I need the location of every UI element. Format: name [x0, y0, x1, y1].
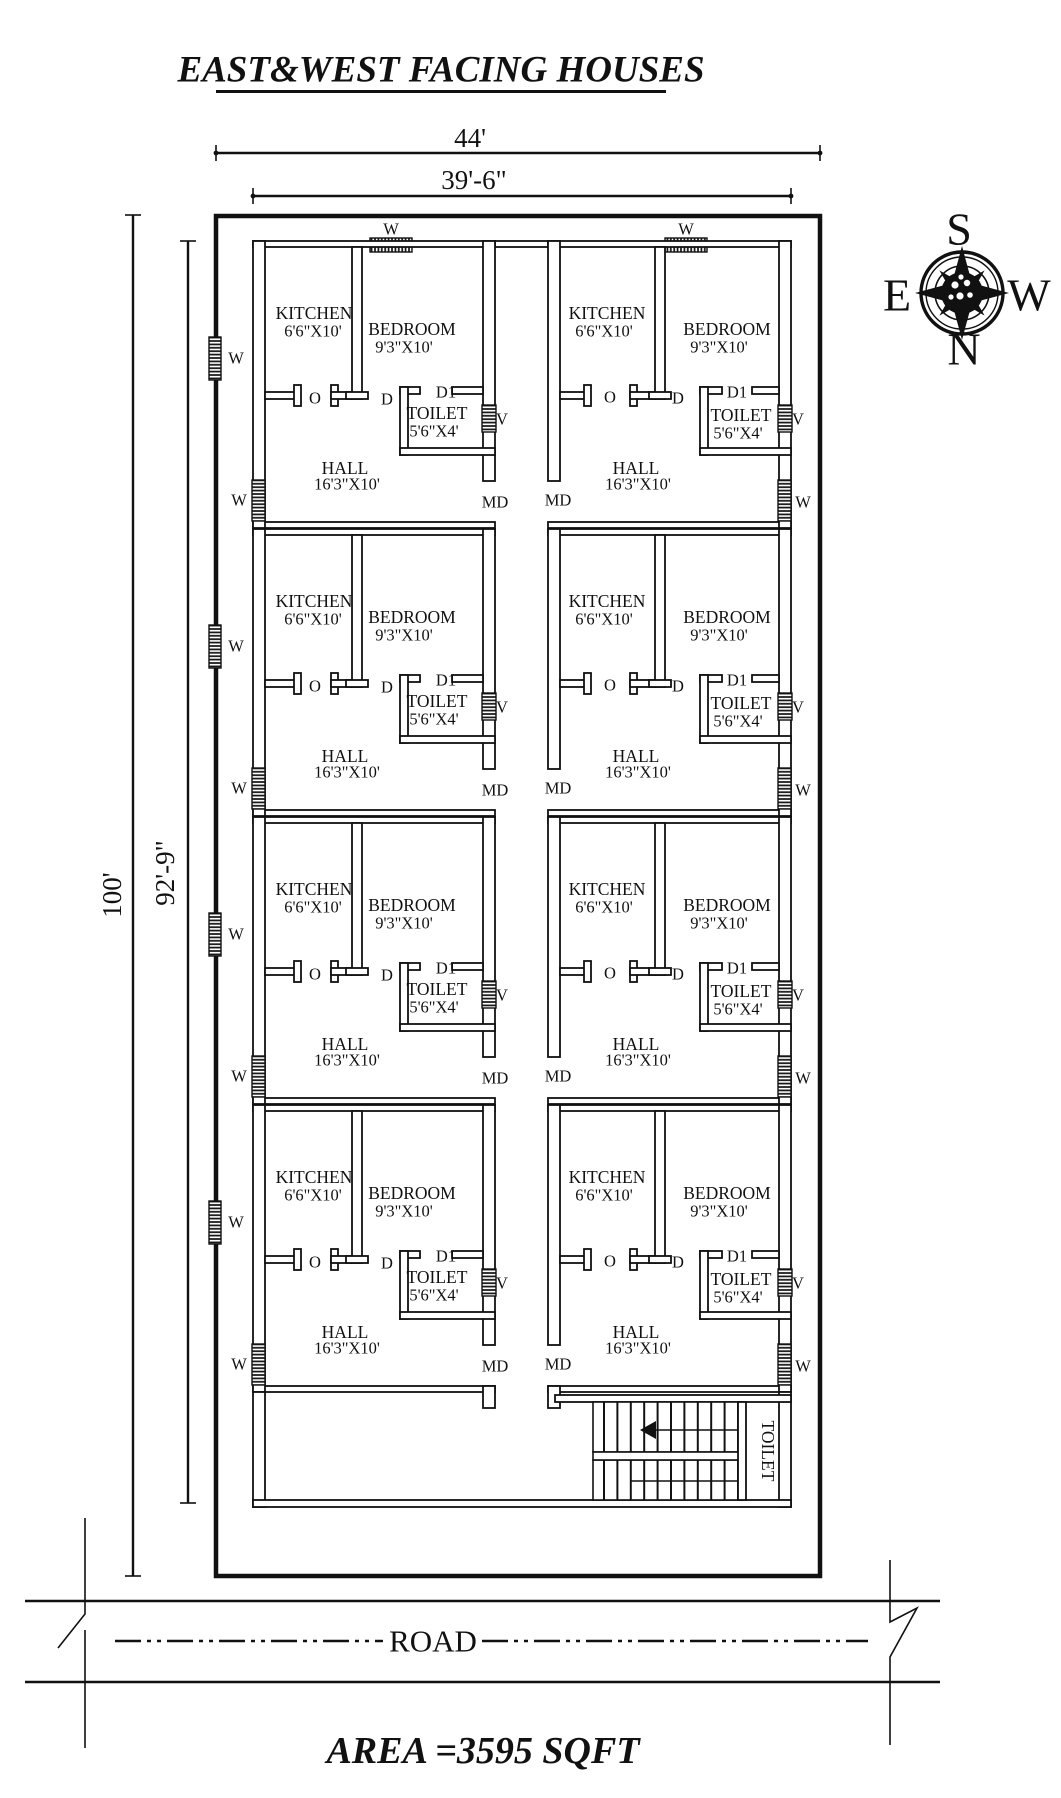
stair-toilet-label: TOILET: [758, 1420, 778, 1482]
unit-rows-labels: [228, 303, 811, 1376]
dim-width-inner: 39'-6": [441, 165, 507, 195]
ventilator-label: V: [792, 697, 804, 717]
bedroom-size: 9'3"X10': [375, 625, 433, 645]
title-underline: [216, 90, 666, 93]
kitchen-size: 6'6"X10': [284, 609, 342, 629]
toilet-size: 5'6"X4': [713, 999, 763, 1019]
hall-label: HALL: [612, 746, 660, 766]
bedroom-label: BEDROOM: [368, 1183, 456, 1203]
window-label: W: [678, 219, 694, 239]
ventilator-label: V: [496, 409, 508, 429]
left-dimensions: [97, 215, 196, 1576]
hall-size: 16'3"X10': [605, 1338, 671, 1358]
staircase: [593, 1402, 740, 1500]
bedroom-size: 9'3"X10': [375, 913, 433, 933]
bedroom-label: BEDROOM: [683, 607, 771, 627]
kitchen-label: KITCHEN: [275, 591, 353, 611]
toilet-label: TOILET: [710, 693, 772, 713]
hall-label: HALL: [612, 1322, 660, 1342]
plot-boundary-left: [58, 1518, 85, 1748]
opening-label: O: [309, 964, 321, 984]
ventilator-label: V: [792, 409, 804, 429]
toilet-label: TOILET: [406, 979, 468, 999]
main-door-label: MD: [544, 778, 572, 798]
compass-top: S: [946, 203, 972, 255]
page-title: EAST&WEST FACING HOUSES: [177, 49, 705, 91]
toilet-label: TOILET: [710, 405, 772, 425]
toilet-door-label: D1: [726, 958, 748, 978]
area-label: AREA =3595 SQFT: [326, 1730, 640, 1772]
window-label: W: [383, 219, 399, 239]
toilet-label: TOILET: [406, 403, 468, 423]
bedroom-label: BEDROOM: [683, 895, 771, 915]
road-section: [25, 1518, 940, 1748]
toilet-door-label: D1: [726, 670, 748, 690]
hall-label: HALL: [321, 1322, 369, 1342]
toilet-size: 5'6"X4': [713, 423, 763, 443]
kitchen-label: KITCHEN: [275, 1167, 353, 1187]
toilet-size: 5'6"X4': [409, 1285, 459, 1305]
kitchen-size: 6'6"X10': [575, 897, 633, 917]
window-label: W: [231, 1354, 247, 1374]
door-label: D: [672, 676, 684, 696]
kitchen-label: KITCHEN: [568, 879, 646, 899]
bedroom-size: 9'3"X10': [690, 913, 748, 933]
hall-size: 16'3"X10': [605, 474, 671, 494]
toilet-label: TOILET: [406, 1267, 468, 1287]
door-label: D: [672, 964, 684, 984]
bedroom-size: 9'3"X10': [690, 1201, 748, 1221]
hall-label: HALL: [612, 458, 660, 478]
toilet-label: TOILET: [710, 981, 772, 1001]
bedroom-label: BEDROOM: [683, 1183, 771, 1203]
toilet-door-label: D1: [435, 670, 457, 690]
dim-height-inner: 92'-9": [150, 840, 180, 906]
toilet-door-label: D1: [435, 1246, 457, 1266]
hall-label: HALL: [321, 746, 369, 766]
toilet-size: 5'6"X4': [409, 709, 459, 729]
main-door-label: MD: [481, 1356, 509, 1376]
dim-width-outer: 44': [454, 123, 486, 153]
bedroom-size: 9'3"X10': [690, 625, 748, 645]
hall-size: 16'3"X10': [314, 1050, 380, 1070]
door-label: D: [672, 1252, 684, 1272]
window-label: W: [228, 924, 244, 944]
kitchen-label: KITCHEN: [568, 1167, 646, 1187]
hall-size: 16'3"X10': [314, 474, 380, 494]
window-label: W: [795, 1068, 811, 1088]
door-label: D: [381, 1253, 393, 1273]
main-door-label: MD: [544, 1354, 572, 1374]
kitchen-label: KITCHEN: [275, 303, 353, 323]
bedroom-label: BEDROOM: [368, 319, 456, 339]
kitchen-label: KITCHEN: [568, 303, 646, 323]
main-door-label: MD: [481, 492, 509, 512]
door-label: D: [381, 389, 393, 409]
opening-label: O: [309, 676, 321, 696]
main-door-label: MD: [481, 780, 509, 800]
kitchen-label: KITCHEN: [568, 591, 646, 611]
kitchen-size: 6'6"X10': [284, 897, 342, 917]
bedroom-size: 9'3"X10': [375, 1201, 433, 1221]
unit-row-labels: [228, 591, 811, 800]
window-label: W: [795, 492, 811, 512]
toilet-door-label: D1: [726, 382, 748, 402]
opening-label: O: [604, 675, 616, 695]
stair-strip: [253, 1386, 791, 1507]
hall-size: 16'3"X10': [605, 1050, 671, 1070]
opening-label: O: [604, 387, 616, 407]
toilet-label: TOILET: [710, 1269, 772, 1289]
hall-size: 16'3"X10': [314, 1338, 380, 1358]
window-label: W: [231, 778, 247, 798]
kitchen-size: 6'6"X10': [284, 321, 342, 341]
toilet-label: TOILET: [406, 691, 468, 711]
plot-boundary-right: [890, 1560, 917, 1745]
hall-size: 16'3"X10': [314, 762, 380, 782]
hall-label: HALL: [321, 1034, 369, 1054]
road-label: ROAD: [389, 1623, 477, 1659]
ventilator-label: V: [792, 985, 804, 1005]
toilet-size: 5'6"X4': [713, 711, 763, 731]
top-dimensions: [214, 123, 823, 204]
unit-row-labels: [228, 1167, 811, 1376]
door-label: D: [672, 388, 684, 408]
hall-label: HALL: [321, 458, 369, 478]
opening-label: O: [604, 1251, 616, 1271]
stair-top-wall: [555, 1395, 791, 1402]
opening-label: O: [309, 1252, 321, 1272]
compass-bottom: N: [947, 323, 981, 375]
hall-label: HALL: [612, 1034, 660, 1054]
opening-label: O: [604, 963, 616, 983]
ventilator-label: V: [496, 697, 508, 717]
toilet-size: 5'6"X4': [409, 997, 459, 1017]
kitchen-size: 6'6"X10': [284, 1185, 342, 1205]
bedroom-label: BEDROOM: [368, 607, 456, 627]
ventilator-label: V: [792, 1273, 804, 1293]
bedroom-size: 9'3"X10': [690, 337, 748, 357]
opening-label: O: [309, 388, 321, 408]
ventilator-label: V: [496, 1273, 508, 1293]
main-door-label: MD: [544, 1066, 572, 1086]
toilet-size: 5'6"X4': [409, 421, 459, 441]
main-door-label: MD: [544, 490, 572, 510]
compass-right: W: [1007, 269, 1051, 321]
bedroom-size: 9'3"X10': [375, 337, 433, 357]
compass-rose: [883, 204, 1051, 375]
unit-row-labels: [228, 879, 811, 1088]
window-label: W: [231, 1066, 247, 1086]
compass-left: E: [882, 269, 912, 321]
toilet-size: 5'6"X4': [713, 1287, 763, 1307]
kitchen-size: 6'6"X10': [575, 321, 633, 341]
window-label: W: [795, 1356, 811, 1376]
window-label: W: [228, 636, 244, 656]
bedroom-label: BEDROOM: [368, 895, 456, 915]
door-label: D: [381, 965, 393, 985]
window-label: W: [795, 780, 811, 800]
window-label: W: [228, 1212, 244, 1232]
toilet-door-label: D1: [726, 1246, 748, 1266]
bedroom-label: BEDROOM: [683, 319, 771, 339]
drawing-header: [176, 50, 704, 94]
door-label: D: [381, 677, 393, 697]
kitchen-label: KITCHEN: [275, 879, 353, 899]
ventilator-label: V: [496, 985, 508, 1005]
window-label: W: [231, 490, 247, 510]
kitchen-size: 6'6"X10': [575, 609, 633, 629]
main-door-label: MD: [481, 1068, 509, 1088]
toilet-door-label: D1: [435, 958, 457, 978]
dim-height-outer: 100': [97, 872, 127, 918]
kitchen-size: 6'6"X10': [575, 1185, 633, 1205]
hall-size: 16'3"X10': [605, 762, 671, 782]
toilet-door-label: D1: [435, 382, 457, 402]
window-label: W: [228, 348, 244, 368]
unit-row-labels: [228, 303, 811, 512]
